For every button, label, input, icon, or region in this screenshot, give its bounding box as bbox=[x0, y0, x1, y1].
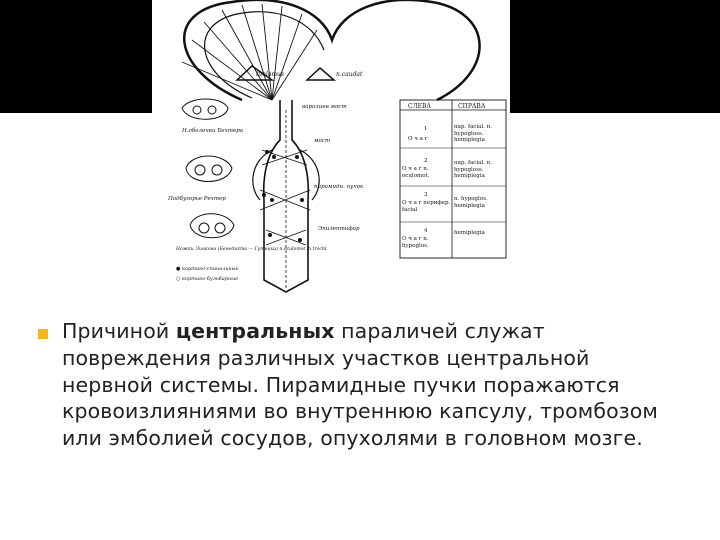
label-cortex: n.caudat bbox=[336, 71, 363, 78]
row3-left: О ч а г перифер. facial bbox=[402, 200, 451, 213]
pyramidal-tract-drawing bbox=[152, 0, 510, 300]
table-header-left: СЛЕВА bbox=[408, 103, 431, 110]
label-medulla: мост bbox=[314, 138, 331, 144]
table-header-right: СПРАВА bbox=[458, 103, 486, 110]
label-pyramid: пирамидн. пучок bbox=[314, 184, 364, 190]
label-section-3: Эпилептифор bbox=[318, 226, 360, 232]
legend-cortico-spinal: ● кортико-спинальные bbox=[176, 266, 239, 272]
label-pons-note: варолиев мост bbox=[302, 104, 347, 110]
label-section-2: Подбугорье Рехтер bbox=[168, 196, 226, 202]
row3-num: 3 bbox=[424, 192, 428, 198]
row4-left: О ч а г n. hypoglos. bbox=[402, 236, 429, 249]
lesion-table bbox=[400, 100, 506, 258]
row4-num: 4 bbox=[424, 228, 428, 234]
row2-right: пар. facial. n. hypogloss. hemiplegia bbox=[454, 160, 492, 179]
brain-pathway-diagram bbox=[152, 0, 510, 300]
label-thalamus: thalamus bbox=[256, 71, 284, 78]
bullet-marker bbox=[38, 329, 48, 339]
row3-right: n. hypoglos. hemiplegia bbox=[454, 196, 488, 209]
paragraph-part1: Причиной bbox=[62, 319, 176, 343]
row4-right: hemiplegia bbox=[454, 230, 485, 236]
row1-right: пар. facial. n. hypogloss. hemiplegia bbox=[454, 124, 492, 143]
legend-cortico-bulbar: ○ кортико-бульбарные bbox=[176, 276, 239, 282]
paragraph-part2: параличей служат повреждения различных участков центральной нервной системы. Пирамидные пучки поражаются кровоизлияниями во внутреннюю капсулу, тромбозом или эмболией сосудов, опухолями в головном мозге. bbox=[62, 319, 658, 451]
row2-num: 2 bbox=[424, 158, 428, 164]
label-section-4: Ножки Линкона (Бенедикта — Гутника) n.oculomot, n.trochl. bbox=[176, 247, 328, 252]
label-section-1: Н.оболочки Бехтера bbox=[182, 128, 244, 134]
paragraph-bold: центральных bbox=[175, 319, 335, 343]
row2-left: О ч а г n. oculomot. bbox=[402, 166, 430, 179]
row1-num: 1 bbox=[424, 126, 428, 132]
slide-paragraph bbox=[62, 318, 672, 452]
row1-left: О ч а г bbox=[408, 136, 428, 142]
